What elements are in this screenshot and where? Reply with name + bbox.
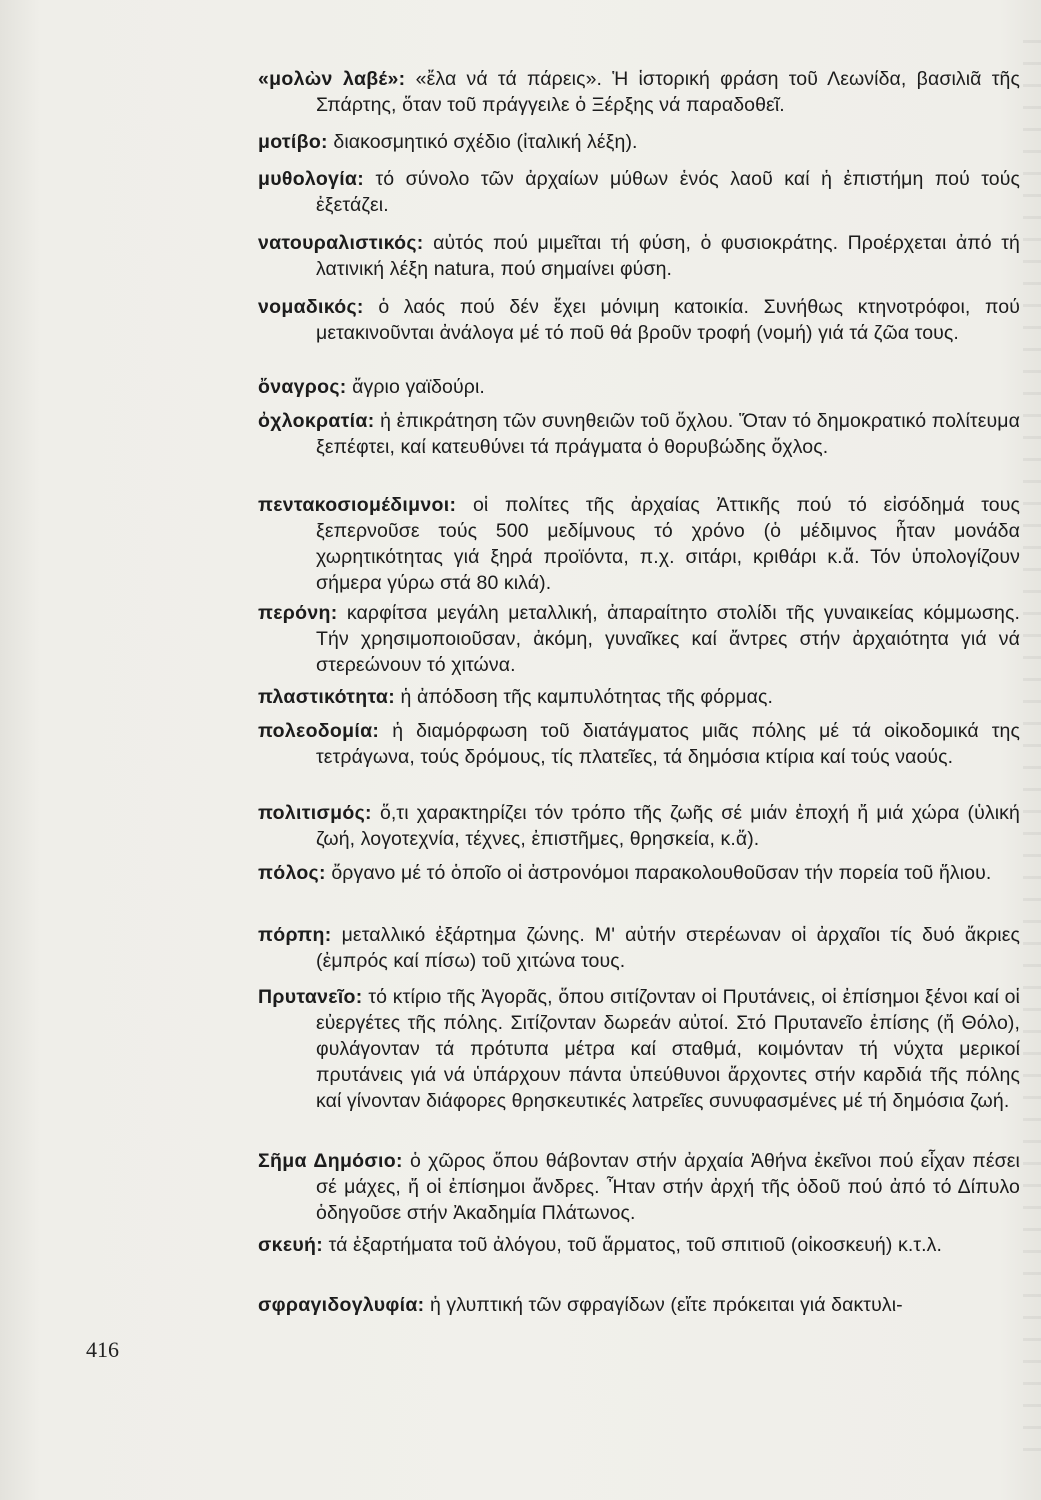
glossary-entry [258,1148,1020,1226]
entry-definition: ἡ ἀπόδοση τῆς καμπυλότητας τῆς φόρμας. [400,686,774,708]
entry-term: περόνη: [258,602,338,624]
glossary-entry [258,800,1020,852]
entry-definition: διακοσμητικό σχέδιο (ἰταλική λέξη). [333,131,638,153]
glossary-entry [258,922,1020,974]
entry-term: νατουραλιστικός: [258,232,424,254]
glossary-entry [258,718,1020,770]
entry-definition: ἄγριο γαϊδούρι. [352,376,485,398]
glossary-entry [258,684,1020,710]
glossary-entry [258,1292,1020,1318]
glossary-entry [258,984,1020,1114]
entry-definition: ὁ λαός πού δέν ἔχει μόνιμη κατοικία. Συνήθως κτηνοτρόφοι, πού μετακινοῦνται ἀνάλογα μέ τό ποῦ θά βροῦν τροφή (νομή) γιά τά ζῶα τους. [316,296,1020,344]
glossary-entry [258,408,1020,460]
entry-term: «μολὼν λαβέ»: [258,68,406,90]
entry-term: μυθολογία: [258,168,364,190]
facing-page-bleed [1023,40,1041,1460]
glossary-entry [258,860,1020,886]
glossary-entry [258,600,1020,678]
entry-definition: ὁ χῶρος ὅπου θάβονταν στήν ἀρχαία Ἀθήνα ἐκεῖνοι πού εἶχαν πέσει σέ μάχες, ἤ οἱ ἐπίσημοι ἄνδρες. Ἦταν στήν ἀρχή τῆς ὁδοῦ πού ἀπό τό Δίπυλο ὁδηγοῦσε στήν Ἀκαδημία Πλάτωνος. [316,1150,1020,1224]
entry-term: πόλος: [258,862,326,884]
entry-definition: καρφίτσα μεγάλη μεταλλική, ἀπαραίτητο στολίδι τῆς γυναικείας κόμμωσης. Τήν χρησιμοποιοῦσαν, ἀκόμη, γυναῖκες καί ἄντρες στήν ἀρχαιότητα γιά νά στερεώνουν τό χιτώνα. [316,602,1020,676]
entry-term: ὄναγρος: [258,376,347,398]
entry-term: πολεοδομία: [258,720,380,742]
glossary-entry [258,66,1020,118]
entry-definition: ὄργανο μέ τό ὁποῖο οἱ ἀστρονόμοι παρακολουθοῦσαν τήν πορεία τοῦ ἥλιου. [331,862,992,884]
entry-definition: τά ἐξαρτήματα τοῦ ἀλόγου, τοῦ ἅρματος, τοῦ σπιτιοῦ (οἰκοσκευή) κ.τ.λ. [328,1234,943,1256]
glossary-entry [258,374,1020,400]
glossary-entry [258,230,1020,282]
entry-term: Πρυτανεῖο: [258,986,363,1008]
entry-term: μοτίβο: [258,131,328,153]
entry-definition: ἡ γλυπτική τῶν σφραγίδων (εἴτε πρόκειται γιά δακτυλι- [429,1294,903,1316]
entry-term: πόρπη: [258,924,332,946]
entry-term: σφραγιδογλυφία: [258,1294,425,1316]
entry-definition: ἡ ἐπικράτηση τῶν συνηθειῶν τοῦ ὄχλου. Ὅταν τό δημοκρατικό πολίτευμα ξεπέφτει, καί κατευθύνει τά πράγματα ὁ θορυβώδης ὄχλος. [316,410,1020,458]
glossary-entry [258,166,1020,218]
page-number: 416 [86,1337,119,1362]
entry-definition: ἡ διαμόρφωση τοῦ διατάγματος μιᾶς πόλης μέ τά οἰκοδομικά της τετράγωνα, τούς δρόμους, τίς πλατεῖες, τά δημόσια κτίρια καί τούς ναούς. [316,720,1020,768]
entry-term: νομαδικός: [258,296,364,318]
entry-definition: τό σύνολο τῶν ἀρχαίων μύθων ἑνός λαοῦ καί ἡ ἐπιστήμη πού τούς ἐξετάζει. [316,168,1020,216]
glossary-entry [258,492,1020,596]
entry-term: πολιτισμός: [258,802,372,824]
glossary-entry [258,1232,1020,1258]
glossary-entry [258,129,1020,155]
entry-definition: μεταλλικό ἐξάρτημα ζώνης. Μ' αὐτήν στερέωναν οἱ ἀρχαῖοι τίς δυό ἄκριες (ἐμπρός καί πίσω) τοῦ χιτώνα τους. [316,924,1020,972]
entry-term: Σῆμα Δημόσιο: [258,1150,403,1172]
entry-term: ὀχλοκρατία: [258,410,375,432]
entry-definition: οἱ πολίτες τῆς ἀρχαίας Ἀττικῆς πού τό εἰσόδημά τους ξεπερνοῦσε τούς 500 μεδίμνους τό χρόνο (ὁ μέδιμνος ἦταν μονάδα χωρητικότητας γιά ξηρά προϊόντα, π.χ. σιτάρι, κριθάρι κ.ἄ. Τόν ὑπολογίζουν σήμερα γύρω στά 80 κιλά). [316,494,1020,594]
entry-term: πλαστικότητα: [258,686,396,708]
entry-definition: τό κτίριο τῆς Ἀγορᾶς, ὅπου σιτίζονταν οἱ Πρυτάνεις, οἱ ἐπίσημοι ξένοι καί οἱ εὐεργέτες τῆς πόλης. Σιτίζονταν δωρεάν αὐτοί. Στό Πρυτανεῖο ἐπίσης (ἤ Θόλο), φυλάγονταν τά πρότυπα μέτρα καί σταθμά, κοιμόνταν τή νύχτα μερικοί πρυτάνεις γιά νά ὑπάρχουν πάντα ὑπεύθυνοι ἄρχοντες στήν καρδιά τῆς πόλης καί γίνονταν διάφορες θρησκευτικές λατρεῖες συνυφασμένες μέ τή δημόσια ζωή. [316,986,1020,1112]
entry-definition: ὅ,τι χαρακτηρίζει τόν τρόπο τῆς ζωῆς σέ μιάν ἐποχή ἤ μιά χώρα (ὑλική ζωή, λογοτεχνία, τέχνες, ἐπιστῆμες, θρησκεία, κ.ἄ). [316,802,1020,850]
glossary-entry [258,294,1020,346]
entry-term: πεντακοσιομέδιμνοι: [258,494,457,516]
entry-definition: αὐτός πού μιμεῖται τή φύση, ὁ φυσιοκράτης. Προέρχεται ἀπό τή λατινική λέξη natura, πού σημαίνει φύση. [316,232,1020,280]
entry-term: σκευή: [258,1234,324,1256]
entry-definition: «ἔλα νά τά πάρεις». Ἡ ἱστορική φράση τοῦ Λεωνίδα, βασιλιᾶ τῆς Σπάρτης, ὅταν τοῦ πράγγειλε ὁ Ξέρξης νά παραδοθεῖ. [316,68,1020,116]
